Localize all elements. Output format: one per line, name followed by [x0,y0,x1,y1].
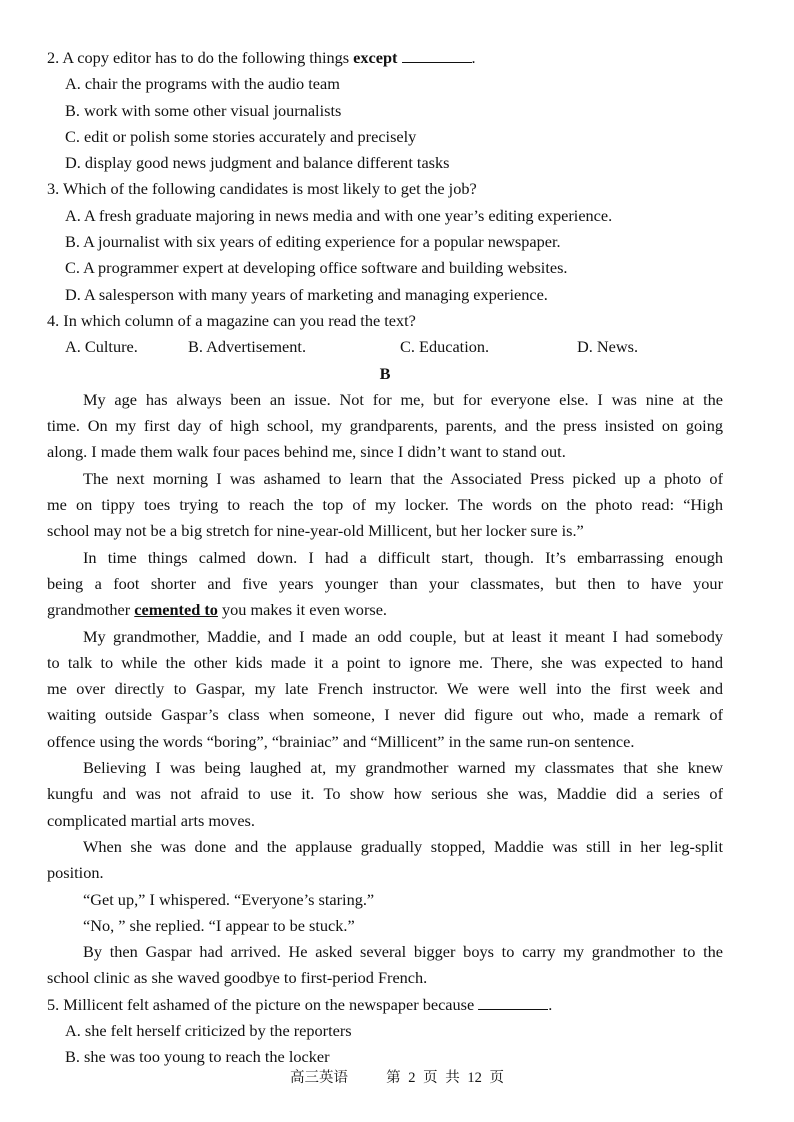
q5-option-a: A. she felt herself criticized by the reporters [65,1020,352,1040]
section-heading: B [379,363,391,383]
passage-line: Believing I was being laughed at, my grandmother warned my classmates that she knew [83,758,723,778]
question-5-stem [47,992,723,1018]
q4-option-d: D. News. [577,337,639,357]
q4-option-b: B. Advertisement. [188,337,307,357]
passage-line: offence using the words “boring”, “brainiac” and “Millicent” in the same run-on sentence. [47,731,635,751]
q3-option-c: C. A programmer expert at developing office software and building websites. [65,258,568,278]
question-4-stem: 4. In which column of a magazine can you read the text? [47,310,416,330]
passage-line: My age has always been an issue. Not for me, but for everyone else. I was nine at the [83,389,723,409]
passage-line: The next morning I was ashamed to learn that the Associated Press picked up a photo of [83,468,723,488]
passage-line: kungfu and was not afraid to use it. To show how serious she was, Maddie did a series of [47,784,723,804]
passage-line: school clinic as she waved goodbye to first-period French. [47,968,428,988]
page-footer [0,1066,794,1087]
stem-end: . [548,994,553,1014]
passage-line: My grandmother, Maddie, and I made an odd couple, but at least it meant I had somebody [83,626,723,646]
q2-option-d: D. display good news judgment and balance different tasks [65,153,450,173]
passage-line: “Get up,” I whispered. “Everyone’s staring.” [83,889,375,909]
q5-option-b: B. she was too young to reach the locker [65,1047,330,1067]
text: grandmother [47,600,135,620]
passage-line: By then Gaspar had arrived. He asked several bigger boys to carry my grandmother to the [83,942,723,962]
text: you makes it even worse. [217,600,388,620]
q2-option-c: C. edit or polish some stories accurately and precisely [65,126,417,146]
stem-end: . [471,48,476,67]
q4-option-c: C. Education. [400,337,490,357]
passage-line: along. I made them walk four paces behind me, since I didn’t want to stand out. [47,442,566,462]
question-2-stem [47,45,723,71]
passage-line: In time things calmed down. I had a difficult start, though. It’s embarrassing enough [83,547,723,567]
passage-line: When she was done and the applause gradually stopped, Maddie was still in her leg-split [83,836,723,856]
passage-line: to talk to while the other kids made it a point to ignore me. There, she was expected to hand [47,652,723,672]
passage-line: complicated martial arts moves. [47,810,255,830]
q4-options [47,334,723,360]
stem-text: 2. A copy editor has to do the following things [47,48,354,67]
q2-option-b: B. work with some other visual journalists [65,100,342,120]
q2-option-a: A. chair the programs with the audio team [65,74,340,94]
passage-line: school may not be a big stretch for nine-year-old Millicent, but her locker sure is.” [47,521,584,541]
emphasis: except [353,48,398,67]
passage-line: waiting outside Gaspar’s class when someone, I never did figure out who, made a remark of [47,705,723,725]
q4-option-a: A. Culture. [65,337,138,357]
question-3-stem: 3. Which of the following candidates is most likely to get the job? [47,179,477,199]
passage-line: me on tippy toes trying to reach the top of my locker. The words on the photo read: “High [47,495,723,515]
answer-blank [478,995,548,1010]
page-content [47,45,723,1071]
q3-option-a: A. A fresh graduate majoring in news media and with one year’s editing experience. [65,205,613,225]
passage-line: time. On my first day of high school, my grandparents, parents, and the press insisted on going [47,416,723,436]
underlined-phrase: cemented to [134,600,218,620]
footer-subject: 高三英语 [290,1070,348,1086]
q3-option-b: B. A journalist with six years of editing experience for a popular newspaper. [65,232,561,252]
passage-line: “No, ” she replied. “I appear to be stuck.” [83,915,355,935]
footer-page-number: 第 2 页 共 12 页 [386,1070,504,1086]
passage-line: position. [47,863,104,883]
answer-blank [402,48,472,63]
passage-line [47,597,723,623]
stem-text: 5. Millicent felt ashamed of the picture on the newspaper because [47,994,479,1014]
passage-line: being a foot shorter and five years younger than your classmates, but then to have your [47,573,723,593]
q3-option-d: D. A salesperson with many years of marketing and managing experience. [65,284,548,304]
passage-line: me over directly to Gaspar, my late French instructor. We were well into the first week and [47,679,723,699]
